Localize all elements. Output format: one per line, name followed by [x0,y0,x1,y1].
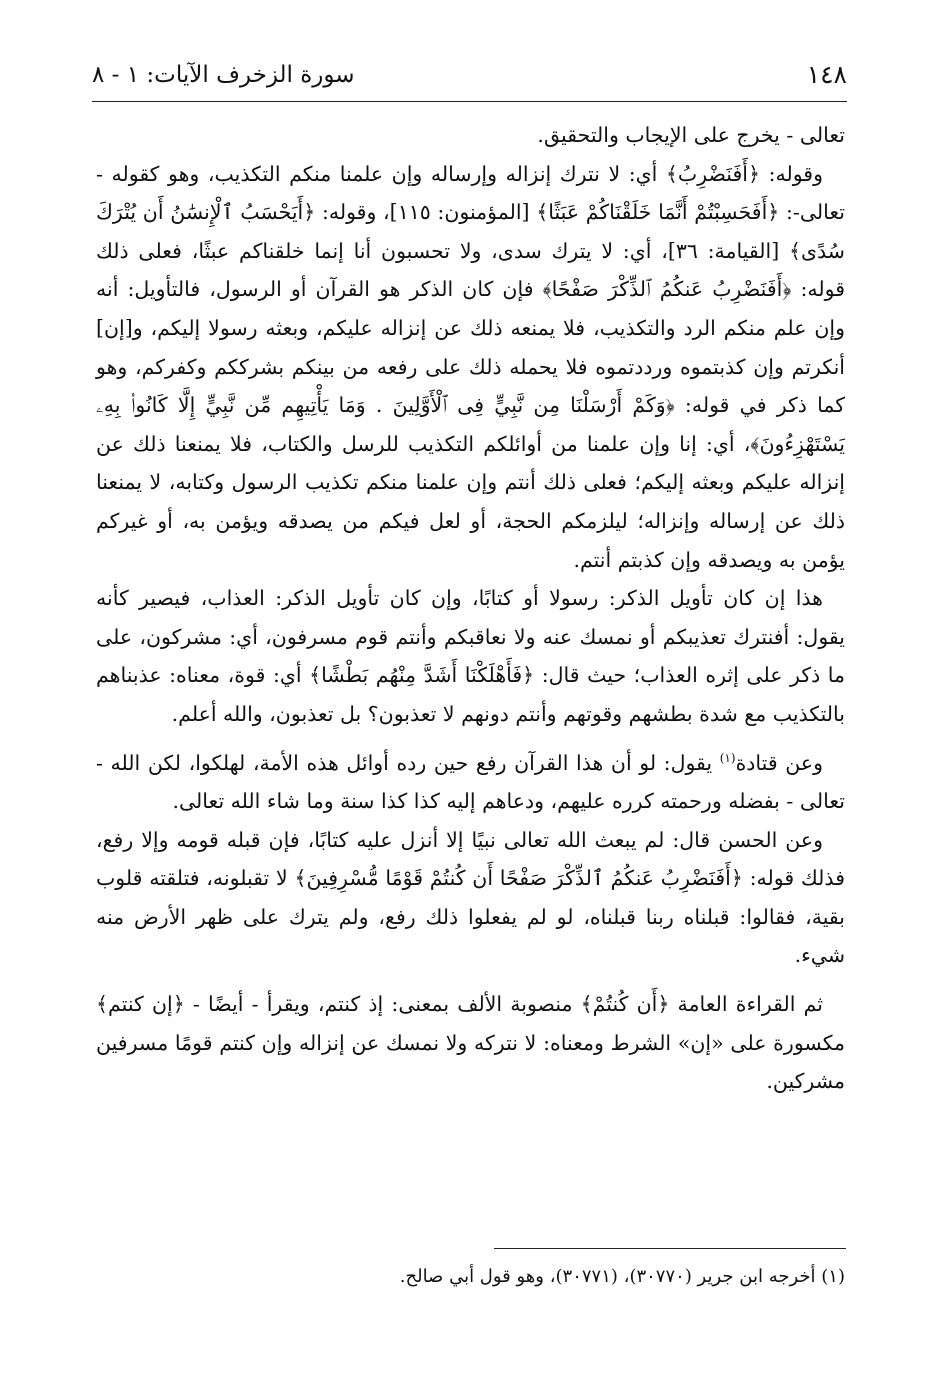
paragraph-6: ثم القراءة العامة ﴿أَن كُنتُمْ﴾ منصوبة الألف بمعنى: إذ كنتم، ويقرأ - أيضًا - ﴿إن كنتم﴾ مكسورة على «إن» الشرط ومعناه: لا نتركه ولا نمسك عن إنزاله وإن كنتم قومًا مسرفين مشركين. [96,992,845,1094]
page-number: ١٤٨ [806,60,847,89]
paragraph-2: وقوله: ﴿أَفَنَضْرِبُ﴾ أي: لا نترك إنزاله وإرساله وإن علمنا منكم التكذيب، وهو كقوله - تعالى-: ﴿أَفَحَسِبْتُمْ أَنَّمَا خَلَقْنَاكُمْ عَبَثًا﴾ [المؤمنون: ١١٥]، وقوله: ﴿أَيَحْسَبُ ٱلْإِنسَٰنُ أَن يُتْرَكَ سُدًى﴾ [القيامة: ٣٦]، أي: لا يترك سدى، ولا تحسبون أنا إنما خلقناكم عبثًا، فعلى ذلك قوله: ﴿أَفَنَضْرِبُ عَنكُمُ ٱلذِّكْرَ صَفْحًا﴾ فإن كان الذكر هو القرآن أو الرسول، فالتأويل: أنه وإن علم منكم الرد والتكذيب، فلا يمنعه ذلك عن إنزاله عليكم، وبعثه رسولا إليكم، و[إن] أنكرتم وإن كذبتموه ورددتموه فلا يحمله ذلك على رفعه من بينكم بشرككم وكفركم، وهو كما ذكر في قوله: ﴿وَكَمْ أَرْسَلْنَا مِن نَّبِيٍّ فِى ٱلْأَوَّلِينَ . وَمَا يَأْتِيهِم مِّن نَّبِيٍّ إِلَّا كَانُوا۟ بِهِۦ يَسْتَهْزِءُونَ﴾، أي: إنا وإن علمنا من أوائلكم التكذيب للرسل والكتاب، فلا يمنعنا ذلك عن إنزاله عليكم وبعثه إليكم؛ فعلى ذلك أنتم وإن علمنا منكم تكذيب الرسول وكتابه، لا يمنعنا ذلك عن إرساله وإنزاله؛ ليلزمكم الحجة، أو لعل فيكم من يصدقه ويؤمن به، أو غيركم يؤمن به ويصدقه وإن كذبتم أنتم. [96,161,846,572]
footnote-reference: (١) [719,750,736,765]
paragraph-3: هذا إن كان تأويل الذكر: رسولا أو كتابًا، وإن كان تأويل الذكر: العذاب، فيصير كأنه يقول: أفنترك تعذيبكم أو نمسك عنه ولا نعاقبكم وأنتم قوم مسرفون، أي: مشركون، على ما ذكر على إثره العذاب؛ حيث قال: ﴿فَأَهْلَكْنَا أَشَدَّ مِنْهُم بَطْشًا﴾ أي: قوة، معناه: عذبناهم بالتكذيب مع شدة بطشهم وقوتهم وأنتم دونهم لا تعذبون؟ بل تعذبون، والله أعلم. [96,586,845,726]
footnote-divider [494,1248,846,1249]
running-title: سورة الزخرف الآيات: ١ - ٨ [92,62,355,88]
paragraph-4 [96,744,845,821]
footnote: (١) أخرجه ابن جرير (٣٠٧٧٠)، (٣٠٧٧١)، وهو قول أبي صالح. [399,1266,845,1287]
paragraph-4-start: وعن قتادة [735,750,823,775]
paragraph-4-rest: يقول: لو أن هذا القرآن رفع حين رده أوائل هذه الأمة، لهلكوا، لكن الله - تعالى - بفضله ورحمته كرره عليهم، ودعاهم إليه كذا كذا سنة وما شاء الله تعالى. [96,750,845,814]
paragraph-1: تعالى - يخرج على الإيجاب والتحقيق. [537,123,845,147]
paragraph-5: وعن الحسن قال: لم يبعث الله تعالى نبيًا إلا أنزل عليه كتابًا، فإن قبله قومه وإلا رفع، فذلك قوله: ﴿أَفَنَضْرِبُ عَنكُمُ ٱلذِّكْرَ صَفْحًا أَن كُنتُمْ قَوْمًا مُّسْرِفِينَ﴾ لا تقبلونه، فتلقته قلوب بقية، فقالوا: قبلناه ربنا قبلناه، لو لم يفعلوا ذلك رفع، ولم يترك على ظهر الأرض منه شيء. [96,827,845,968]
header-divider [92,101,847,102]
main-text [96,116,845,1101]
page-header [92,58,847,98]
